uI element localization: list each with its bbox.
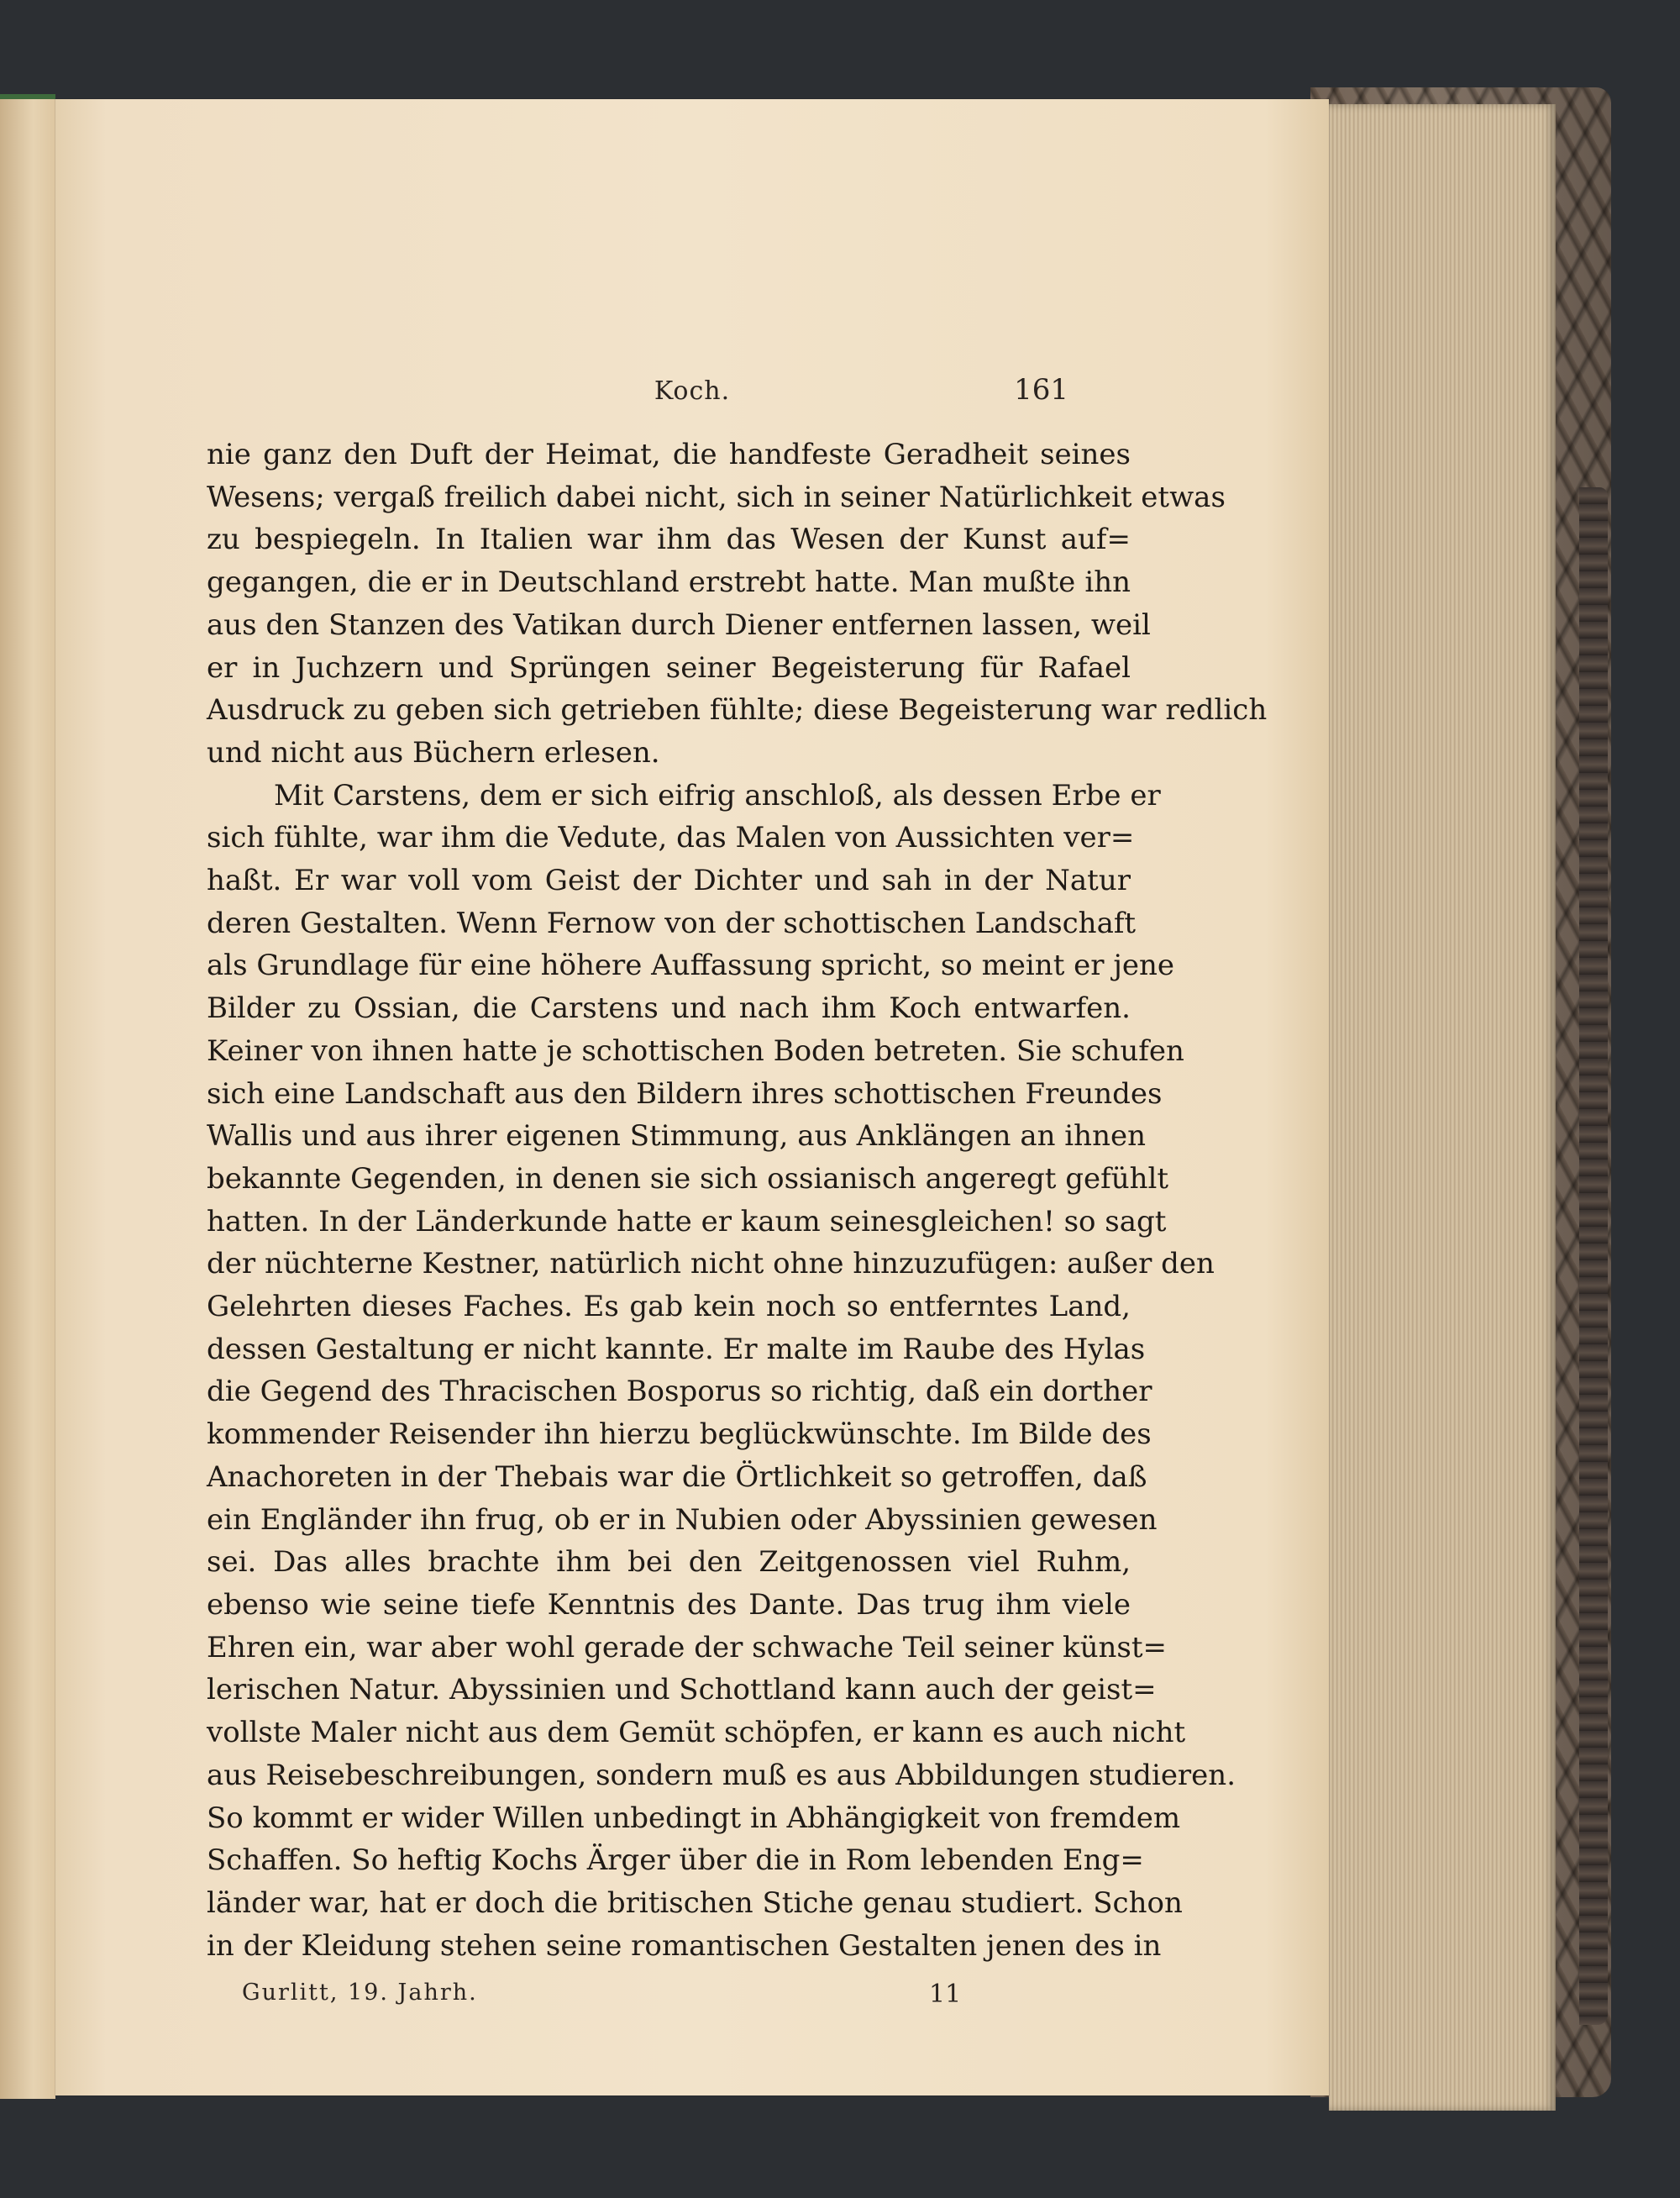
text-line: Ausdruck zu geben sich getrieben fühlte; diese Begeisterung war redlich (207, 693, 1268, 728)
text-line: lerischen Natur. Abyssinien und Schottland kann auch der geist= (207, 1673, 1157, 1707)
text-line: als Grundlage für eine höhere Auffassung spricht, so meint er jene (207, 949, 1175, 983)
text-line: So kommt er wider Willen unbedingt in Abhängigkeit von fremdem (207, 1801, 1181, 1835)
text-line: Gelehrten dieses Faches. Es gab kein noch so entferntes Land, (207, 1290, 1131, 1324)
text-line: ebenso wie seine tiefe Kenntnis des Dante. Das trug ihm viele (207, 1587, 1131, 1622)
text-line: vollste Maler nicht aus dem Gemüt schöpfen, er kann es auch nicht (207, 1716, 1186, 1750)
running-head: Koch. (654, 376, 731, 406)
text-line: dessen Gestaltung er nicht kannte. Er malte im Raube des Hylas (207, 1332, 1146, 1366)
text-line: hatten. In der Länderkunde hatte er kaum seinesgleichen! so sagt (207, 1204, 1167, 1238)
text-line: Anachoreten in der Thebais war die Örtlichkeit so getroffen, daß (207, 1459, 1147, 1494)
text-line: Wallis und aus ihrer eigenen Stimmung, aus Anklängen an ihnen (207, 1119, 1146, 1154)
text-line: in der Kleidung stehen seine romantischen Gestalten jenen des in (207, 1928, 1162, 1963)
text-line: Ehren ein, war aber wohl gerade der schwache Teil seiner künst= (207, 1630, 1168, 1664)
footer-sheet-number: 11 (929, 1980, 962, 2009)
text-line: sich fühlte, war ihm die Vedute, das Malen von Aussichten ver= (207, 821, 1135, 855)
left-page-edge (0, 94, 55, 2099)
text-line: sei. Das alles brachte ihm bei den Zeitgenossen viel Ruhm, (207, 1545, 1131, 1580)
text-line: Keiner von ihnen hatte je schottischen Boden betreten. Sie schufen (207, 1033, 1184, 1068)
book-cover-edge (1579, 487, 1608, 2025)
text-line: ein Engländer ihn frug, ob er in Nubien oder Abyssinien gewesen (207, 1502, 1158, 1537)
text-line: deren Gestalten. Wenn Fernow von der schottischen Landschaft (207, 906, 1137, 940)
text-line: zu bespiegeln. In Italien war ihm das Wesen der Kunst auf= (207, 523, 1131, 557)
text-line: sich eine Landschaft aus den Bildern ihres schottischen Freundes (207, 1076, 1163, 1111)
page-stack-edges (1329, 104, 1556, 2111)
text-line: nie ganz den Duft der Heimat, die handfeste Geradheit seines (207, 438, 1131, 471)
body-text (207, 434, 1268, 1967)
page-number: 161 (1014, 373, 1068, 407)
text-line: der nüchterne Kestner, natürlich nicht ohne hinzuzufügen: außer den (207, 1247, 1215, 1281)
text-line: aus den Stanzen des Vatikan durch Diener entfernen lassen, weil (207, 607, 1151, 642)
text-line: und nicht aus Büchern erlesen. (207, 735, 660, 770)
text-line: gegangen, die er in Deutschland erstrebt hatte. Man mußte ihn (207, 565, 1131, 600)
text-line: Schaffen. So heftig Kochs Ärger über die in Rom lebenden Eng= (207, 1843, 1144, 1878)
footer-signature: Gurlitt, 19. Jahrh. (242, 1980, 478, 2006)
text-line: kommender Reisender ihn hierzu beglückwünschte. Im Bilde des (207, 1417, 1152, 1452)
text-line: die Gegend des Thracischen Bosporus so richtig, daß ein dorther (207, 1375, 1152, 1409)
text-line: Mit Carstens, dem er sich eifrig anschloß, als dessen Erbe er (274, 778, 1161, 812)
text-line: aus Reisebeschreibungen, sondern muß es aus Abbildungen studieren. (207, 1758, 1236, 1792)
text-line: Bilder zu Ossian, die Carstens und nach ihm Koch entwarfen. (207, 991, 1131, 1026)
text-line: haßt. Er war voll vom Geist der Dichter und sah in der Natur (207, 864, 1131, 898)
text-line: bekannte Gegenden, in denen sie sich ossianisch angeregt gefühlt (207, 1161, 1169, 1196)
text-line: er in Juchzern und Sprüngen seiner Begeisterung für Rafael (207, 650, 1131, 685)
book-page (55, 99, 1329, 2095)
text-line: länder war, hat er doch die britischen Stiche genau studiert. Schon (207, 1885, 1183, 1920)
text-line: Wesens; vergaß freilich dabei nicht, sich in seiner Natürlichkeit etwas (207, 480, 1226, 514)
